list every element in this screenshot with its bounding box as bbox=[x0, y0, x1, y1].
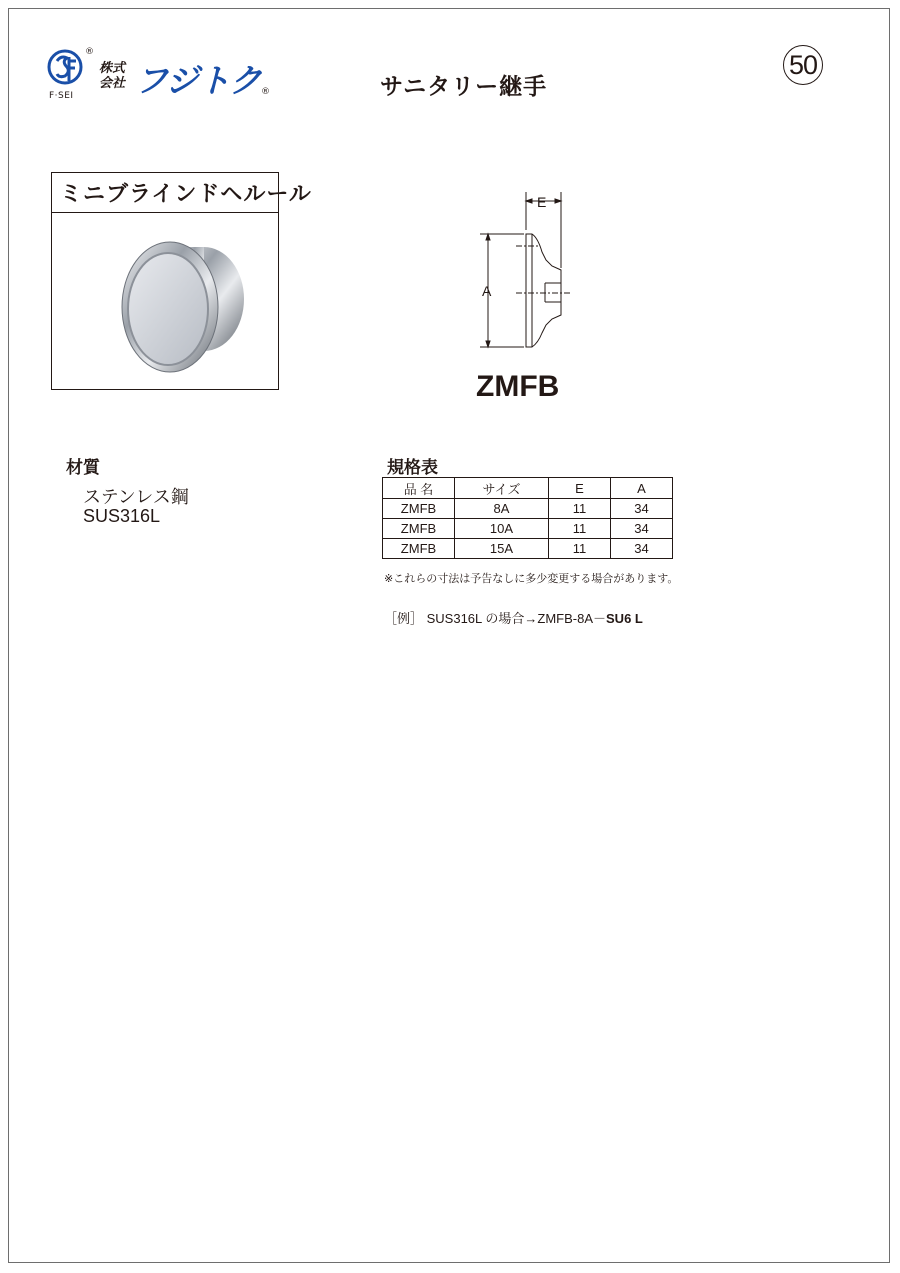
spec-table bbox=[382, 477, 673, 559]
logo-name-registered-mark: ® bbox=[261, 87, 270, 97]
spec-table-heading: 規格表 bbox=[387, 458, 438, 478]
table-row bbox=[383, 519, 673, 539]
cell-name: ZMFB bbox=[383, 519, 455, 539]
cell-size: 15A bbox=[455, 539, 549, 559]
logo-registered-mark: ® bbox=[85, 47, 94, 57]
cell-e: 11 bbox=[549, 499, 611, 519]
cell-name: ZMFB bbox=[383, 499, 455, 519]
page-title: サニタリー継手 bbox=[380, 74, 548, 100]
product-box bbox=[51, 172, 312, 390]
dimension-e-label: E bbox=[537, 194, 547, 210]
table-header-row bbox=[383, 478, 673, 499]
column-header-name: 品 名 bbox=[383, 478, 455, 499]
material-code: SUS316L bbox=[83, 506, 161, 526]
company-logo bbox=[47, 47, 277, 107]
column-header-size: サイズ bbox=[455, 478, 549, 499]
cell-a: 34 bbox=[611, 499, 673, 519]
cell-a: 34 bbox=[611, 519, 673, 539]
logo-kabushiki: 株式会社 bbox=[99, 61, 126, 91]
column-header-e: E bbox=[549, 478, 611, 499]
example-suffix: SU6 L bbox=[606, 611, 643, 626]
fs-logo-icon bbox=[47, 47, 87, 91]
order-example bbox=[384, 608, 643, 627]
cell-a: 34 bbox=[611, 539, 673, 559]
column-header-a: A bbox=[611, 478, 673, 499]
table-row bbox=[383, 539, 673, 559]
table-row bbox=[383, 499, 673, 519]
ferrule-photo bbox=[112, 221, 282, 381]
material-heading: 材質 bbox=[66, 458, 100, 478]
model-code: ZMFB bbox=[476, 370, 560, 403]
cell-size: 10A bbox=[455, 519, 549, 539]
logo-company-name: フジトク bbox=[135, 61, 262, 100]
cell-size: 8A bbox=[455, 499, 549, 519]
logo-subtext: F·SEI bbox=[49, 91, 74, 101]
page-number: 50 bbox=[783, 45, 823, 85]
spec-table-note: ※これらの寸法は予告なしに多少変更する場合があります。 bbox=[384, 572, 679, 585]
example-text: ［例］ SUS316L の場合→ZMFB-8A－ bbox=[384, 611, 607, 626]
material-name: ステンレス鋼 bbox=[83, 487, 189, 508]
cell-e: 11 bbox=[549, 539, 611, 559]
dimension-a-label: A bbox=[482, 283, 492, 299]
cell-name: ZMFB bbox=[383, 539, 455, 559]
dimension-drawing bbox=[470, 188, 580, 358]
cell-e: 11 bbox=[549, 519, 611, 539]
product-name: ミニブラインドヘルール bbox=[52, 173, 278, 213]
